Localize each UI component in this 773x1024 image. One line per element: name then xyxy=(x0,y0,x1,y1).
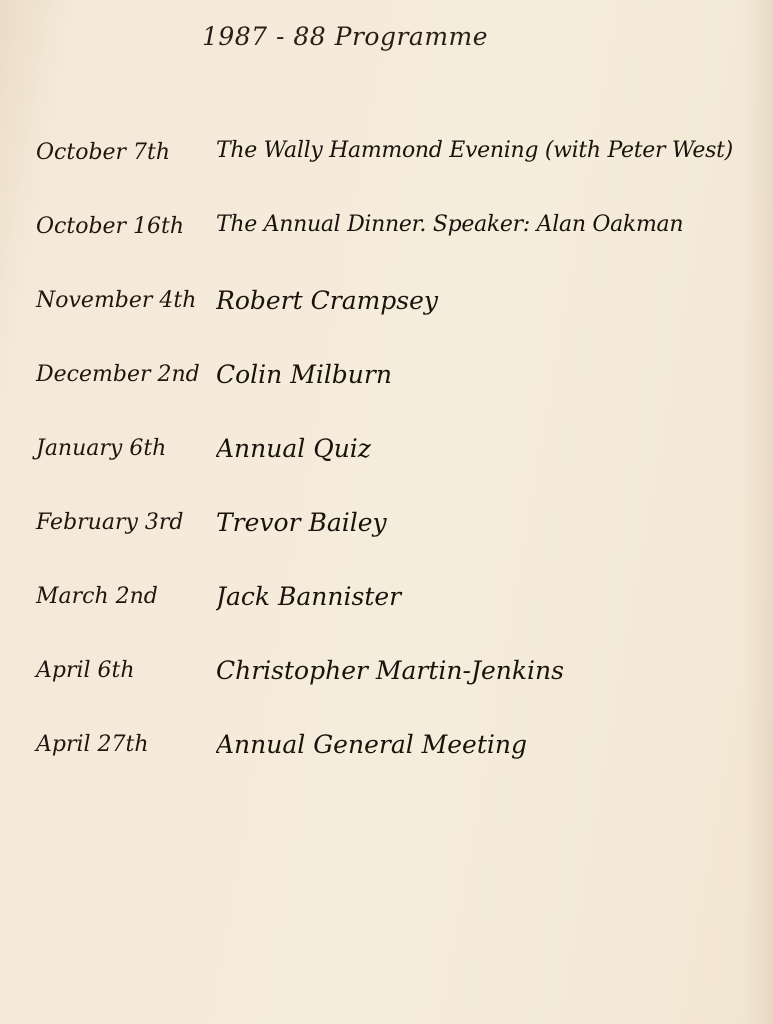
entry-event: Colin Milburn xyxy=(216,360,392,389)
programme-list xyxy=(36,140,766,806)
entry-event: Robert Crampsey xyxy=(216,286,439,315)
entry-event: Christopher Martin-Jenkins xyxy=(216,656,564,685)
entry-date: April 27th xyxy=(36,732,149,757)
entry-date: October 7th xyxy=(36,140,171,165)
entry-event: Trevor Bailey xyxy=(216,508,387,537)
entry-event: Annual Quiz xyxy=(216,434,371,463)
entry-date: March 2nd xyxy=(36,584,158,609)
programme-entry xyxy=(36,288,766,362)
programme-entry xyxy=(36,732,766,806)
entry-date: October 16th xyxy=(36,214,185,239)
programme-entry xyxy=(36,362,766,436)
programme-entry xyxy=(36,510,766,584)
programme-entry xyxy=(36,140,766,214)
entry-date: February 3rd xyxy=(36,510,184,535)
entry-date: December 2nd xyxy=(36,362,200,387)
entry-event: The Wally Hammond Evening (with Peter West) xyxy=(216,138,733,163)
entry-event: Annual General Meeting xyxy=(216,730,527,759)
entry-event: The Annual Dinner. Speaker: Alan Oakman xyxy=(216,212,684,237)
programme-entry xyxy=(36,658,766,732)
entry-date: January 6th xyxy=(36,436,167,461)
programme-entry xyxy=(36,214,766,288)
programme-entry xyxy=(36,584,766,658)
entry-event: Jack Bannister xyxy=(216,582,402,611)
page-title: 1987 - 88 Programme xyxy=(201,22,489,51)
entry-date: November 4th xyxy=(36,288,197,313)
entry-date: April 6th xyxy=(36,658,135,683)
programme-entry xyxy=(36,436,766,510)
